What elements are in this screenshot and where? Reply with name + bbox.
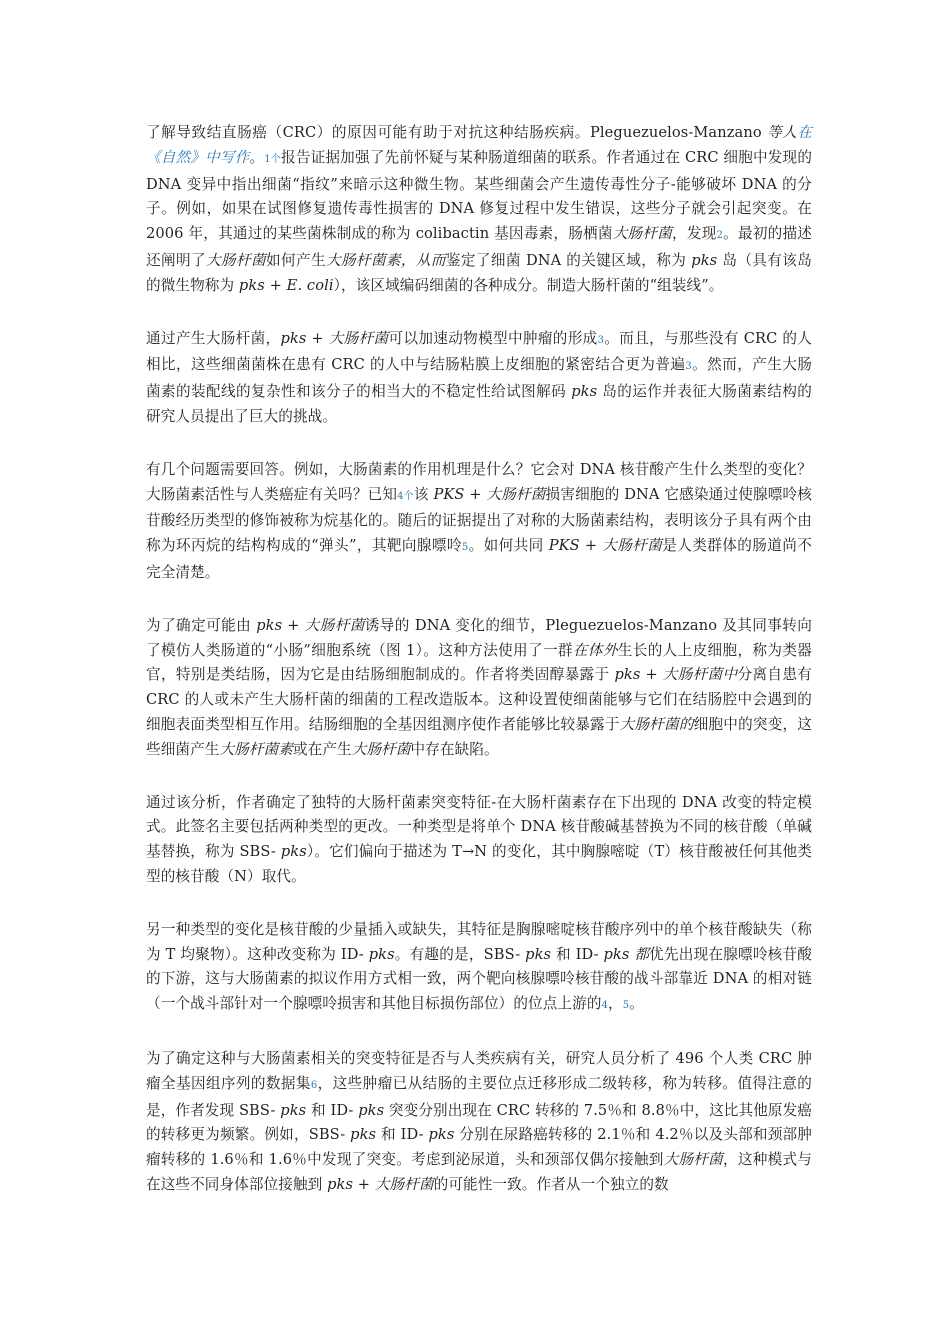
text-segment: ）。它们偏向于描述为 T→N 的变化，其中胸腺嘧啶（T）核苷酸被任何其他类型的核苷酸（N）取代。 [146,843,812,885]
text-segment: 报告证据加强了先前怀疑与某种肠道细菌的联系。作者通过在 CRC 细胞中发现的 DNA 变异中指出细菌“指纹”来暗示这种微生物。某些细菌会产生遗传毒性分子-能够破坏 DNA 的分子。例如，如果在试图修复遗传毒性损害的 DNA 修复过程中发生错误，这些分子就会引起突变。在 2006 年，其通过的某些菌株制成的称为 colibactin 基因毒素，肠栖菌 [146,148,813,243]
citation-link[interactable]: 5 [461,542,469,554]
text-segment: 和 ID- [376,1126,429,1144]
italic-term: 大肠杆菌 [612,225,673,243]
text-segment: 为了确定这种与大肠菌素相关的突变特征是否与人类疾病有关，研究人员分析了 496 个人类 CRC 肿瘤全基因组序列的数据集 [146,1049,812,1092]
text-segment: 生长的人上皮细胞，称为类器官，特别是类结肠，因为它是由结肠细胞制成的。作者将类固醇暴露于 [146,641,812,684]
italic-term: pks [280,1101,307,1119]
italic-term: 大肠杆菌素，从而 [325,251,446,269]
text-segment: 通过该分析，作者确定了独特的大肠杆菌素突变特征-在大肠杆菌素存在下出现的 DNA 改变的特定模式。此签名主要包括两种类型的更改。一种类型是将单个 DNA 核苷酸碱基替换为不同的核苷酸（单碱基替换，称为 SBS- [146,793,812,861]
text-segment: 可以加速动物模型中肿瘤的形成 [388,329,598,347]
paragraph [146,458,812,586]
text-segment: 。 [629,995,644,1013]
italic-term: pks + 大肠杆菌 [280,329,389,347]
italic-term: pks [691,251,718,269]
text-segment: 。然而，产生大肠菌素的装配线的复杂性和该分子的相当大的不稳定性给试图解码 [146,356,812,401]
text-segment: ，这种模式与在这些不同身体部位接触到 [146,1151,812,1193]
citation-link[interactable]: 5 [622,1000,630,1012]
italic-term: pks [350,1126,377,1144]
italic-term: 大肠杆菌素 [219,740,293,758]
text-segment: 了解导致结直肠癌（CRC）的原因可能有助于对抗这种结肠疾病。Pleguezuelos-Manzano [146,124,767,141]
italic-term: pks + 大肠杆菌 [256,616,365,634]
italic-term: 大肠杆菌 [351,740,411,758]
text-segment: 细胞中的突变，这些细菌产生 [146,715,812,758]
italic-term: pks + E. coli [238,276,334,294]
citation-link[interactable]: 2 [716,230,724,242]
citation-link[interactable]: 6 [310,1079,318,1091]
text-segment: 该 [413,485,434,503]
italic-term: pks [358,1101,385,1119]
text-segment: 分别在尿路癌转移的 2.1％和 4.2％以及头部和颈部肿瘤转移的 1.6％和 1.6％中发现了突变。考虑到泌尿道，头和颈部仅偶尔接触到 [146,1126,812,1169]
text-segment: ），该区域编码细菌的各种成分。制造大肠杆菌的“组装线”。 [333,276,724,294]
article-body [146,121,812,1226]
text-segment: 诱导的 DNA 变化的细节，Pleguezuelos-Manzano 及其同事转向了模仿人类肠道的“小肠”细胞系统（图 1）。这种方法使用了一群 [146,616,812,659]
text-segment: 有几个问题需要回答。例如，大肠菌素的作用机理是什么？它会对 DNA 核苷酸产生什么类型的变化？大肠菌素活性与人类癌症有关吗？已知 [146,460,812,503]
italic-term: PKS + 大肠杆菌 [548,537,663,555]
text-segment: 或在产生 [292,740,352,758]
text-segment: 。如何共同 [468,537,549,555]
text-segment: 。 [249,148,265,166]
text-segment: 另一种类型的变化是核苷酸的少量插入或缺失，其特征是胸腺嘧啶核苷酸序列中的单个核苷酸缺失（称为 T 均聚物）。这种改变称为 ID- [146,920,812,963]
italic-term: 在体外 [572,641,618,659]
paragraph [146,1047,812,1198]
italic-term: 大肠杆菌 [205,251,266,269]
text-segment: 和 ID- [306,1101,359,1119]
text-segment: ， [607,995,623,1013]
italic-term: 大肠杆菌的 [619,715,694,733]
text-segment: 为了确定可能由 [146,616,257,634]
text-segment: 是人类群体的肠道尚不完全清楚。 [146,537,812,581]
text-segment: 。最初的描述还阐明了 [146,225,812,269]
journal-link[interactable]: 在《自然》中写作 [146,124,813,166]
paragraph [146,327,812,430]
citation-link[interactable]: 4 [601,1000,608,1012]
citation-link[interactable]: 3 [685,361,692,373]
italic-term: PKS + 大肠杆菌 [433,485,546,503]
text-segment: 鉴定了细菌 DNA 的关键区域，称为 [445,251,692,269]
text-segment: 突变分别出现在 CRC 转移的 7.5％和 8.8％中，这比其他原发癌的转移更为频繁。例如，SBS- [146,1101,812,1144]
paragraph [146,121,812,299]
text-segment: 。有趣的是，SBS- [394,945,526,963]
italic-term: pks [525,945,552,963]
text-segment: 岛（具有该岛的微生物称为 [146,251,812,294]
paragraph [146,791,812,890]
citation-link[interactable]: 1个 [264,153,282,165]
paragraph [146,614,812,763]
text-segment: 损害细胞的 DNA 它感染通过使腺嘌呤核苷酸经历类型的修饰被称为烷基化的。随后的证据提出了对称的大肠菌素结构，表明该分子具有两个由称为环丙烷的结构构成的“弹头”，其靶向腺嘌呤 [146,485,813,555]
citation-link[interactable]: 4个 [397,490,414,502]
text-segment: 优先出现在腺嘌呤核苷酸的下游，这与大肠菌素的拟议作用方式相一致，两个靶向核腺嘌呤核苷酸的战斗部靠近 DNA 的相对链（一个战斗部针对一个腺嘌呤损害和其他目标损伤部位）的位点上游的 [146,945,812,1013]
italic-term: pks 都 [603,945,650,963]
italic-term: 大肠杆菌 [663,1151,724,1169]
paragraph [146,918,812,1019]
text-segment: 分离自患有 CRC 的人或未产生大肠杆菌的细菌的工程改造版本。这种设置使细菌能够与它们在结肠腔中会遇到的细胞表面类型相互作用。结肠细胞的全基因组测序使作者能够比较暴露于 [146,666,812,733]
italic-term: pks [571,383,598,401]
text-segment: 的可能性一致。作者从一个独立的数 [433,1175,669,1193]
text-segment: 中存在缺陷。 [410,740,499,758]
italic-term: pks [368,945,395,963]
text-segment: ，这些肿瘤已从结肠的主要位点迁移形成二级转移，称为转移。值得注意的是，作者发现 SBS- [146,1074,812,1119]
text-segment: 通过产生大肠杆菌， [146,329,281,347]
italic-term: pks [280,843,307,861]
text-segment: 。而且，与那些没有 CRC 的人相比，这些细菌菌株在患有 CRC 的人中与结肠粘膜上皮细胞的紧密结合更为普遍 [146,329,813,374]
text-segment: ，发现 [672,225,717,243]
italic-term: pks [428,1126,455,1144]
citation-link[interactable]: 3 [597,334,605,346]
italic-term: pks + 大肠杆菌中 [614,666,738,684]
text-segment: 和 ID- [551,945,604,963]
italic-term: pks + 大肠杆菌 [327,1175,434,1193]
italic-term: 等人 [766,124,798,141]
text-segment: 如何产生 [265,251,326,269]
text-segment: 岛的运作并表征大肠菌素结构的研究人员提出了巨大的挑战。 [146,383,813,425]
